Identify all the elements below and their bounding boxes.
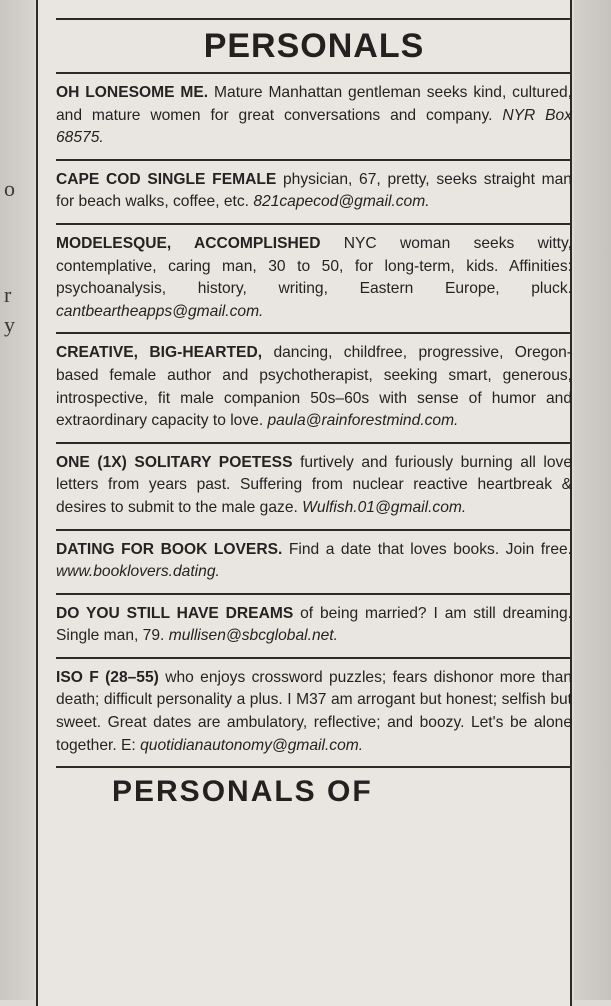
ad-headline: ISO F (28–55) [56, 668, 159, 686]
personals-content [56, 0, 572, 810]
ad-contact[interactable]: mullisen@sbcglobal.net. [168, 627, 338, 645]
ad-body: of being married? I am still dreaming. Single man, 79. [56, 604, 572, 645]
ad-listing [56, 531, 572, 593]
ad-contact[interactable]: www.booklovers.dating. [56, 563, 220, 581]
ad-listing [56, 595, 572, 657]
ad-body: dancing, childfree, progressive, Oregon-based female author and psychotherapist, seeking smart, generous, introspective, fit male companion 50s–60s with sense of humor and extraordinary capacity to love. [56, 344, 572, 430]
ad-contact[interactable]: cantbeartheapps@gmail.com. [56, 302, 264, 320]
ad-contact[interactable]: paula@rainforestmind.com. [267, 412, 459, 430]
adjacent-column-right [574, 0, 611, 1000]
ad-listing [56, 225, 572, 332]
divider [56, 766, 572, 768]
left-column-fragment: r [4, 282, 12, 307]
ad-contact[interactable]: quotidianautonomy@gmail.com. [140, 736, 364, 754]
ad-listing [56, 659, 572, 766]
ad-contact[interactable]: 821capecod@gmail.com. [253, 193, 430, 211]
ad-headline: DO YOU STILL HAVE DREAMS [56, 604, 294, 622]
ad-headline: ONE (1X) SOLITARY POETESS [56, 453, 293, 471]
left-column-fragment: o [4, 176, 15, 201]
personals-box [36, 0, 572, 1006]
ad-headline: CREATIVE, BIG-HEARTED, [56, 344, 263, 362]
ad-body: Find a date that loves books. Join free. [282, 540, 572, 558]
section-title: PERSONALS [203, 27, 425, 65]
ad-listing [56, 444, 572, 529]
ad-body: who enjoys crossword puzzles; fears dishonor more than death; difficult personality a plus. I M37 am arrogant but honest; selfish but sweet. Great dates are ambulatory, reflective; and boozy. Let's be alone together. E: [56, 668, 572, 754]
ad-contact[interactable]: NYR Box 68575. [56, 106, 572, 147]
ad-contact[interactable]: Wulfish.01@gmail.com. [302, 498, 467, 516]
left-column-fragment: y [4, 312, 15, 337]
next-section-title: PERSONALS OF [112, 775, 373, 809]
ad-headline: CAPE COD SINGLE FEMALE [56, 170, 277, 188]
ad-headline: OH LONESOME ME. [56, 84, 209, 101]
adjacent-column-left [0, 0, 34, 1000]
ad-listing [56, 334, 572, 441]
ad-body: physician, 67, pretty, seeks straight man for beach walks, coffee, etc. [56, 170, 572, 211]
ad-body: NYC woman seeks witty, contemplative, caring man, 30 to 50, for long-term, kids. Affinities: psychoanalysis, history, writing, Eastern Europe, pluck. [56, 234, 572, 298]
ad-headline: DATING FOR BOOK LOVERS. [56, 540, 283, 558]
ad-listing [56, 161, 572, 223]
ad-body: furtively and furiously burning all love letters from years past. Suffering from nuclear reactive heartbreak & desires to submit to the male gaze. [56, 453, 573, 516]
ad-body: Mature Manhattan gentleman seeks kind, cultured, and mature women for great conversations and company. [56, 84, 572, 124]
ad-headline: MODELESQUE, ACCOMPLISHED [56, 234, 321, 252]
divider [56, 18, 572, 20]
ad-listing [56, 74, 572, 159]
